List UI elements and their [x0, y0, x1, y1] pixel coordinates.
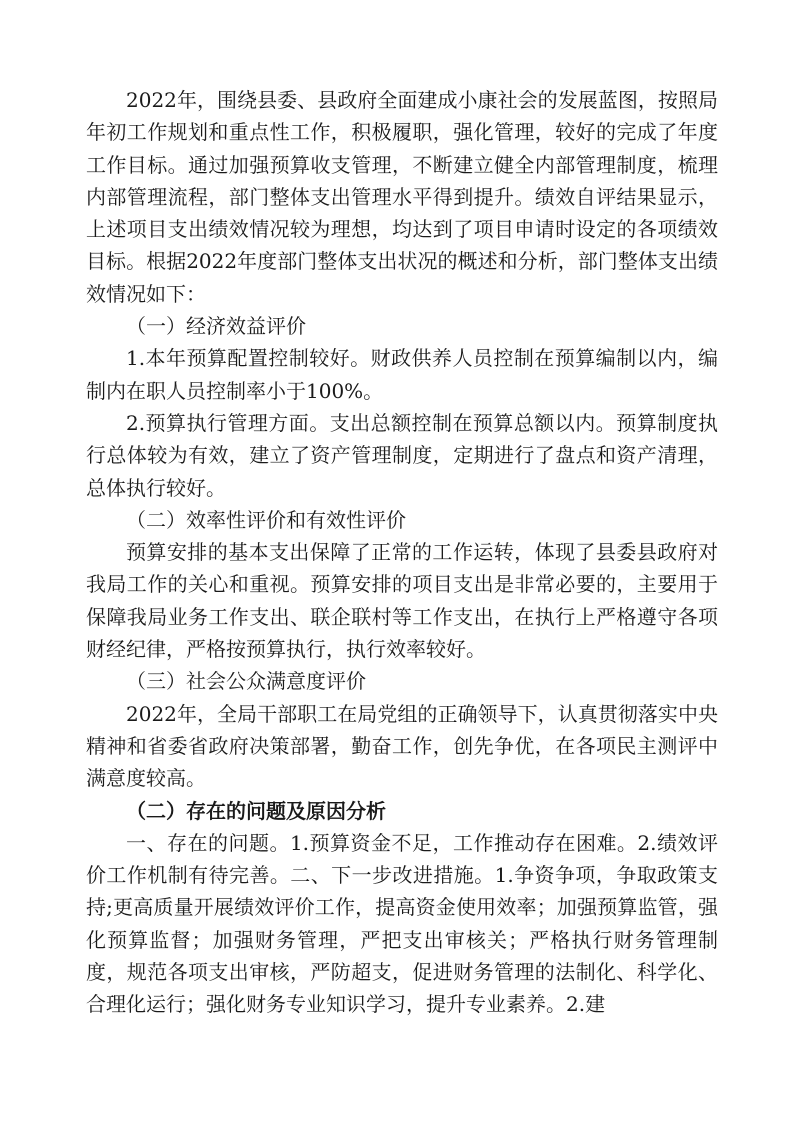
- section-efficiency-body: 预算安排的基本支出保障了正常的工作运转，体现了县委县政府对我局工作的关心和重视。预算安排的项目支出是非常必要的，主要用于保障我局业务工作支出、联企联村等工作支出，在执行上严格遵守各项财经纪律，严格按预算执行，执行效率较好。: [86, 540, 718, 662]
- section-economic-benefit-title: （一）经济效益评价: [126, 314, 306, 339]
- section-satisfaction-title: （三）社会公众满意度评价: [126, 669, 366, 694]
- section-satisfaction-body: 2022年，全局干部职工在局党组的正确领导下，认真贯彻落实中央精神和省委省政府决策部署，勤奋工作，创先争优，在各项民主测评中满意度较高。: [86, 701, 718, 791]
- document-body: [86, 84, 718, 1021]
- section-economic-benefit-item-2: 2.预算执行管理方面。支出总额控制在预算总额以内。预算制度执行总体较为有效，建立了资产管理制度，定期进行了盘点和资产清理，总体执行较好。: [86, 410, 718, 500]
- section-economic-benefit-item-1: 1.本年预算配置控制较好。财政供养人员控制在预算编制以内，编制内在职人员控制率小于100%。: [86, 346, 718, 403]
- problems-heading: （二）存在的问题及原因分析: [126, 798, 386, 823]
- intro-paragraph: 2022年，围绕县委、县政府全面建成小康社会的发展蓝图，按照局年初工作规划和重点性工作，积极履职，强化管理，较好的完成了年度工作目标。通过加强预算收支管理，不断建立健全内部管理制度，梳理内部管理流程，部门整体支出管理水平得到提升。绩效自评结果显示，上述项目支出绩效情况较为理想，均达到了项目申请时设定的各项绩效目标。根据2022年度部门整体支出状况的概述和分析，部门整体支出绩效情况如下：: [86, 88, 718, 306]
- section-efficiency-title: （二）效率性评价和有效性评价: [126, 507, 406, 532]
- problems-body: 一、存在的问题。1.预算资金不足，工作推动存在困难。2.绩效评价工作机制有待完善。二、下一步改进措施。1.争资争项，争取政策支持;更高质量开展绩效评价工作，提高资金使用效率；加强预算监管，强化预算监督；加强财务管理，严把支出审核关；严格执行财务管理制度，规范各项支出审核，严防超支，促进财务管理的法制化、科学化、合理化运行；强化财务专业知识学习，提升专业素养。2.建: [86, 830, 718, 1017]
